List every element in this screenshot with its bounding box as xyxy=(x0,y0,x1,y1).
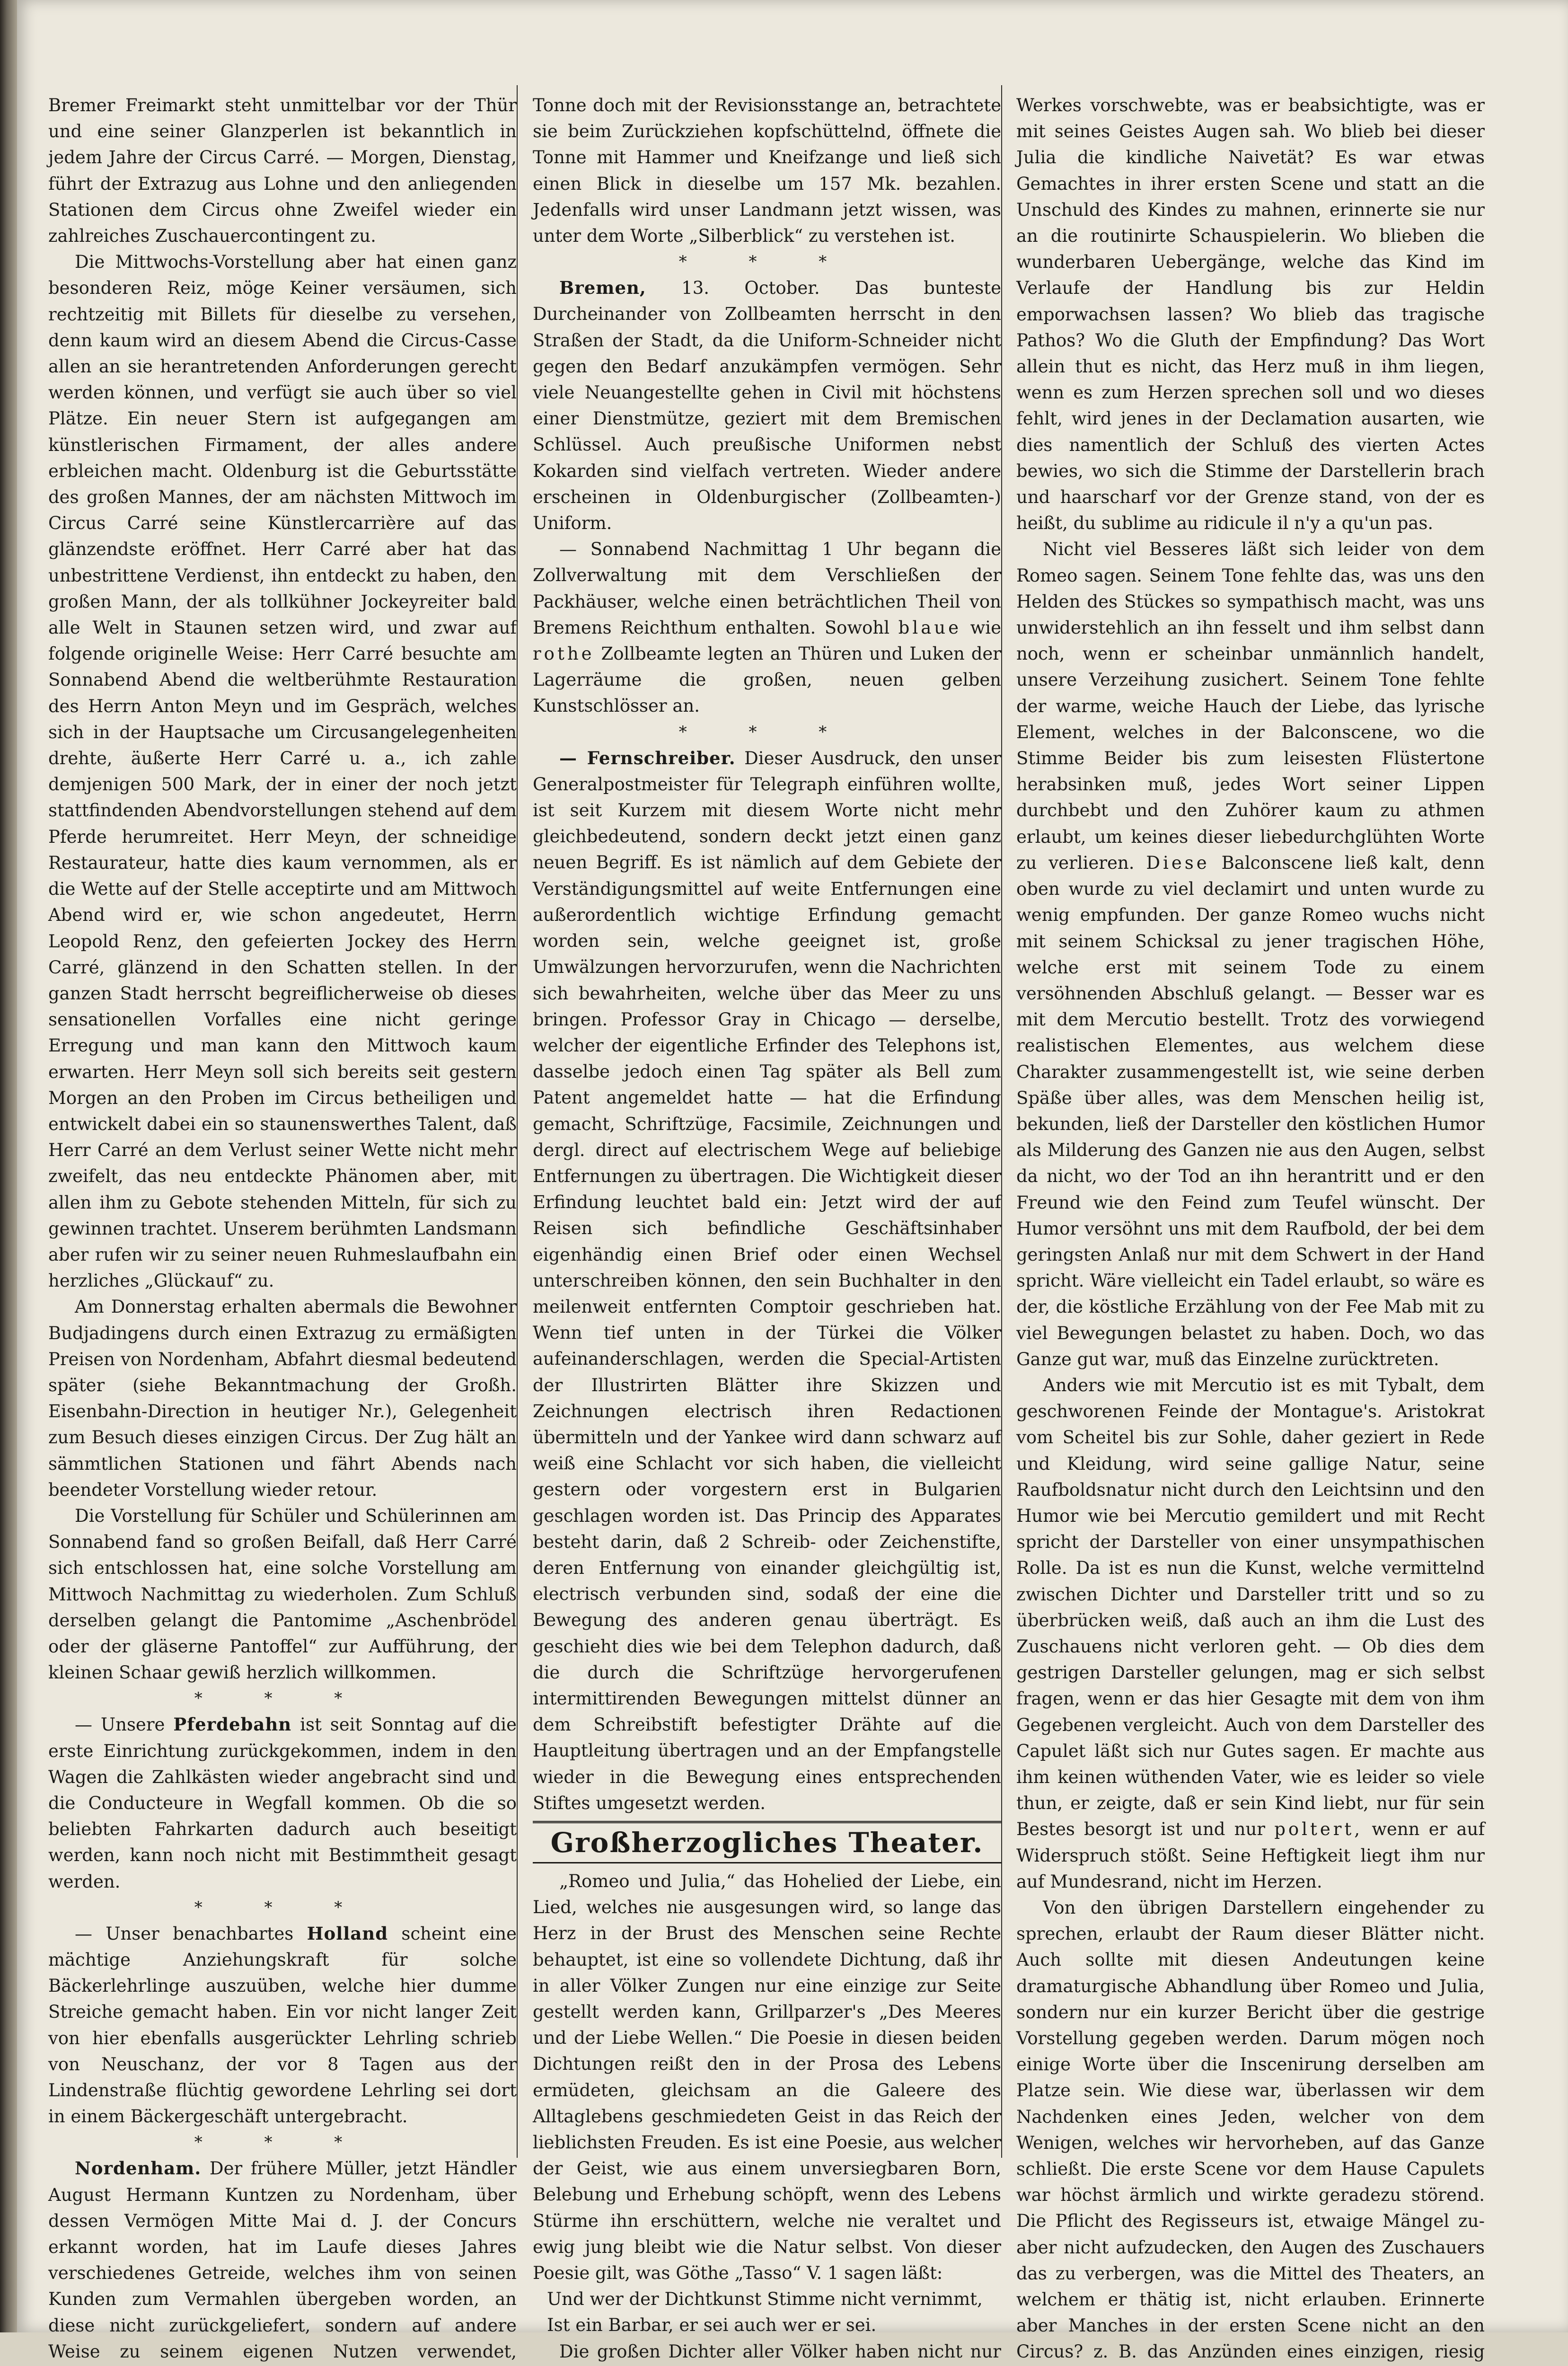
article-spaced-text: poltert, xyxy=(1274,1819,1363,1840)
article-paragraph: Werkes vorschwebte, was er beabsichtigte, was er mit seines Geistes Augen sah. Wo blieb bei dieser Julia die kindliche Naivetät? Es war etwas Gemachtes in ihrer ersten Scene und statt an die Unschuld des Kindes zu mahnen, erinnerte sie nur an die routinirte Schauspielerin. Wo blieben die wunderbaren Uebergänge, welche das Kind im Verlaufe der Handlung bis zur Heldin emporwachsen lassen? Wo blieb das tragische Pathos? Wo die Gluth der Empfindung? Das Wort allein thut es nicht, das Herz muß in ihm liegen, wenn es zum Herzen sprechen soll und wo dieses fehlt, wird jenes in der Declamation ausarten, wie dies namentlich der Schluß des vierten Actes bewies, wo sich die Stimme der Darstellerin brach und haarscharf vor der Grenze stand, von der es heißt, du sublime au ridicule il n'y a qu'un pas. xyxy=(1016,95,1485,534)
asterism-separator: * * * xyxy=(678,252,855,272)
article-text: wenn er auf Widerspruch stößt. Seine Heftigkeit liegt ihm nur auf Mundesrand, nicht im Herzen. xyxy=(1016,1819,1485,1892)
article-text: Nicht viel Besseres läßt sich leider von dem Romeo sagen. Seinem Tone fehlte das, was uns den Helden des Stückes so sympathisch macht, was uns unwiderstehlich an ihn fesselt und ihm selbst dann noch, wenn er scheinbar unmännlich handelt, unsere Verzeihung zusichert. Seinem Tone fehlte der warme, weiche Hauch der Liebe, das lyrische Element, welches in der Balconscene, wo die Stimme Beider bis zum leisesten Flüstertone herabsinken muß, jedes Wort seiner Lippen durchbebt und den Zuhörer kaum zu athmen erlaubt, um keines dieser liebedurchglühten Worte zu verlieren. xyxy=(1016,539,1485,873)
article-paragraph: Bremer Freimarkt steht unmittelbar vor der Thür und eine seiner Glanzperlen ist bekanntlich in jedem Jahre der Circus Carré. — Morgen, Dienstag, führt der Extrazug aus Lohne und den anliegenden Stationen dem Circus ohne Zweifel wieder ein zahlreiches Zuschauercontingent zu. xyxy=(48,95,517,247)
book-binding-edge xyxy=(0,0,17,2332)
column-right xyxy=(1016,92,1485,2366)
article-paragraph: Die Mittwochs-Vorstellung aber hat einen ganz besonderen Reiz, möge Keiner versäumen, sich rechtzeitig mit Billets für dieselbe zu versehen, denn kaum wird an diesem Abend die Circus-Casse allen an sie herantretenden Anforderungen gerecht werden können, und verfügt sie auch über so viel Plätze. Ein neuer Stern ist aufgegangen am künstlerischen Firmament, der alles andere erbleichen macht. Oldenburg ist die Geburtsstätte des großen Mannes, der am nächsten Mittwoch im Circus Carré seine Künstlercarrière auf das glänzendste eröffnet. Herr Carré aber hat das unbestrittene Verdienst, ihn entdeckt zu haben, den großen Mann, der als tollkühner Jockeyreiter bald alle Welt in Staunen setzen wird, und zwar auf folgende originelle Weise: Herr Carré besuchte am Sonnabend Abend die weltberühmte Restauration des Herrn Anton Meyn und im Gespräch, welches sich in der Hauptsache um Circusangelegenheiten drehte, äußerte Herr Carré u. a., ich zahle demjenigen 500 Mark, der in einer der noch jetzt stattfindenden Abendvorstellungen stehend auf dem Pferde herumreitet. Herr Meyn, der schneidige Restaurateur, hatte dies kaum vernommen, als er die Wette auf der Stelle acceptirte und am Mittwoch Abend wird er, wie schon angedeutet, Herrn Leopold Renz, den gefeierten Jockey des Herrn Carré, glänzend in den Schatten stellen. In der ganzen Stadt herrscht begreiflicherweise ob dieses sensationellen Vorfalles eine nicht geringe Erregung und man kann den Mittwoch kaum erwarten. Herr Meyn soll sich bereits seit gestern Morgen an den Proben im Circus betheiligen und entwickelt dabei ein so staunenswerthes Talent, daß Herr Carré an dem Verlust seiner Wette nicht mehr zweifelt, das neu entdeckte Phänomen aber, mit allen ihm zu Gebote stehenden Mitteln, für sich zu gewinnen trachtet. Unserem berühmten Landsmann aber rufen wir zu seiner neuen Ruhmeslaufbahn ein herzliches „Glückauf“ zu. xyxy=(48,252,517,1291)
article-spaced-text: rothe xyxy=(533,644,595,664)
verse-quote-line: Ist ein Barbar, er sei auch wer er sei. xyxy=(547,2315,877,2336)
article-keyword: — Fernschreiber. xyxy=(559,747,736,768)
article-keyword: Pferdebahn xyxy=(173,1714,292,1735)
article-text: scheint eine mächtige Anziehungskraft für solche Bäckerlehrlinge auszuüben, welche hier dumme Streiche gemacht haben. Ein vor nicht langer Zeit von hier ebenfalls ausgerückter Lehrling schrieb von Neuschanz, der vor 8 Tagen aus der Lindenstraße flüchtig gewordene Lehrling sei dort in einem Bäckergeschäft untergebracht. xyxy=(48,1923,517,2127)
article-paragraph: Am Donnerstag erhalten abermals die Bewohner Budjadingens durch einen Extrazug zu ermäßigten Preisen von Nordenham, Abfahrt diesmal bedeutend später (siehe Bekanntmachung der Großh. Eisenbahn-Direction in heutiger Nr.), Gelegenheit zum Besuch dieses einzigen Circus. Der Zug hält an sämmtlichen Stationen und fährt Abends nach beendeter Vorstellung wieder retour. xyxy=(48,1297,517,1500)
verse-quote-line: Und wer der Dichtkunst Stimme nicht vernimmt, xyxy=(547,2289,983,2310)
article-text: Dieser Ausdruck, den unser Generalpostmeister für Telegraph einführen wollte, ist seit Kurzem mit diesem Worte nicht mehr gleichbedeutend, sondern deckt jetzt einen ganz neuen Begriff. Es ist nämlich auf dem Gebiete der Verständigungsmittel auf weite Entfernungen eine außerordentlich wichtige Erfindung gemacht worden sein, welche geeignet ist, große Umwälzungen hervorzurufen, wenn die Nachrichten sich bewahrheiten, welche über das Meer zu uns bringen. Professor Gray in Chicago — derselbe, welcher der eigentliche Erfinder des Telephons ist, dasselbe jedoch einen Tag später als Bell zum Patent angemeldet hatte — hat die Erfindung gemacht, Schriftzüge, Facsimile, Zeichnungen und dergl. direct auf electrischem Wege auf beliebige Entfernungen zu übertragen. Die Wichtigkeit dieser Erfindung leuchtet bald ein: Jetzt wird der auf Reisen sich befindliche Geschäftsinhaber eigenhändig einen Brief oder einen Wechsel unterschreiben können, den sein Buchhalter in den meilenweit entfernten Comptoir geschrieben hat. Wenn tief unten in der Türkei die Völker aufeinanderschlagen, werden die Special-Artisten der Illustrirten Blätter ihre Skizzen und Zeichnungen electrisch ihren Redactionen übermitteln und der Yankee wird dann schwarz auf weiß eine Schlacht vor sich haben, die vielleicht gestern oder vorgestern erst in Bulgarien geschlagen worden ist. Das Princip des Apparates besteht darin, daß 2 Schreib- oder Zeichenstifte, deren Entfernung von einander gleichgültig ist, electrisch verbunden sind, sodaß der eine die Bewegung des anderen genau überträgt. Es geschieht dies wie bei dem Telephon dadurch, daß die durch die Schriftzüge hervorgerufenen intermittirenden Bewegungen mittelst dünner an dem Schreibstift befestigter Drähte auf die Hauptleitung übertragen und an der Empfangstelle wieder in die Bewegung eines entsprechenden Stiftes umgesetzt werden. xyxy=(533,748,1001,1813)
article-paragraph: Tonne doch mit der Revisionsstange an, betrachtete sie beim Zurückziehen kopfschüttelnd, öffnete die Tonne mit Hammer und Kneifzange und ließ sich einen Blick in dieselbe um 157 Mk. bezahlen. Jedenfalls wird unser Landmann jetzt wissen, was unter dem Worte „Silberblick“ zu verstehen ist. xyxy=(533,95,1001,247)
column-rule xyxy=(517,85,518,2158)
article-paragraph xyxy=(48,2155,517,2366)
article-spaced-text: blaue xyxy=(898,617,961,638)
article-text: Anders wie mit Mercutio ist es mit Tybalt, dem geschworenen Feinde der Montague's. Aristokrat vom Scheitel bis zur Sohle, daher geziert in Rede und Kleidung, wird seine gallige Natur, seine Raufboldsnatur nicht durch den Leichtsinn und den Humor wie bei Mercutio gemildert und mit Recht spricht der Darsteller von einer unsympathischen Rolle. Da ist es nun die Kunst, welche vermittelnd zwischen Dichter und Darsteller tritt und so zu überbrücken weiß, daß auch an ihm die Lust des Zuschauens nicht verloren geht. — Ob dies dem gestrigen Darsteller gelungen, mag er sich selbst fragen, wenn er das hier Gesagte mit dem von ihm Gegebenen vergleicht. Auch von dem Darsteller des Capulet läßt sich nur Gutes sagen. Er machte aus ihm keinen wüthenden Vater, wie es leider so viele thun, er zeigte, daß er sein Kind liebt, nur für sein Bestes besorgt ist und nur xyxy=(1016,1375,1485,1840)
article-text: — Unsere xyxy=(75,1714,165,1735)
asterism-separator: * * * xyxy=(678,722,855,742)
article-text: Balconscene ließ kalt, denn oben wurde zu viel declamirt und unten wurde zu wenig empfunden. Der ganze Romeo wuchs nicht mit seinem Schicksal zu jener tragischen Höhe, welche erst mit seinem Tode zu einem versöhnenden Abschluß gelangt. — Besser war es mit dem Mercutio bestellt. Trotz des vorwiegend realistischen Elementes, aus welchem diese Charakter zusammengestellt ist, wie seine derben Späße über alles, was dem Menschen heilig ist, bekunden, ließ der Darsteller den köstlichen Humor als Milderung des Ganzen nie aus den Augen, selbst da nicht, wo der Tod an ihn herantritt und er den Freund wie den Feind zum Teufel wünscht. Der Humor versöhnt uns mit dem Raufbold, der bei dem geringsten Anlaß nur mit dem Schwert in der Hand spricht. Wäre vielleicht ein Tadel erlaubt, so wäre es der, die köstliche Erzählung von der Fee Mab mit zu viel Bewegungen belastet zu haben. Doch, wo das Ganze gut war, muß das Einzelne zurücktreten. xyxy=(1016,852,1485,1369)
article-spaced-text: Diese xyxy=(1146,852,1210,873)
section-heading-theater: Großherzogliches Theater. xyxy=(533,1821,1001,1863)
article-text: Der frühere Müller, jetzt Händler August Hermann Kuntzen zu Nordenham, über dessen Vermögen Mitte Mai d. J. der Concurs erkannt worden, hat im Laufe dieses Jahres verschiedenes Getreide, welches ihm von seinen Kunden zum Vermahlen übergeben worden, an diese nicht zurückgeliefert, sondern auf andere Weise zu seinem eigenen Nutzen verwendet, xyxy=(48,2158,517,2362)
article-keyword: Bremen, xyxy=(559,277,646,299)
asterism-separator: * * * xyxy=(194,1689,371,1708)
article-text: — Unser benachbartes xyxy=(75,1923,294,1944)
article-paragraph xyxy=(533,275,1001,536)
article-paragraph xyxy=(1016,1372,1485,1895)
asterism-separator: * * * xyxy=(194,1898,371,1917)
article-keyword: Nordenham. xyxy=(75,2158,202,2179)
article-paragraph xyxy=(533,536,1001,719)
article-text: wie xyxy=(970,617,1001,638)
article-paragraph xyxy=(48,1712,517,1894)
article-keyword: Holland xyxy=(307,1923,388,1944)
article-text: ist seit Sonntag auf die erste Einrichtung zurückgekommen, indem in den Wagen die Zahlkästen wieder angebracht sind und die Conducteure in Wegfall kommen. Ob die so beliebten Fahrkarten dadurch auch beseitigt werden, kann noch nicht mit Bestimmtheit gesagt werden. xyxy=(48,1714,517,1892)
article-text: — Sonnabend Nachmittag 1 Uhr begann die Zollverwaltung mit dem Verschließen der Packhäuser, welche einen beträchtlichen Theil von Bremens Reichthum enthalten. Sowohl xyxy=(533,539,1001,638)
article-text: 13. October. Das bunteste Durcheinander von Zollbeamten herrscht in den Straßen der Stadt, da die Uniform-Schneider nicht gegen den Bedarf anzukämpfen vermögen. Sehr viele Neuangestellte gehen in Civil mit höchstens einer Dienstmütze, geziert mit dem Bremischen Schlüssel. Auch preußische Uniformen nebst Kokarden sind vielfach vertreten. Wieder andere erscheinen in Oldenburgischer (Zollbeamten-) Uniform. xyxy=(533,278,1001,534)
article-text: Zollbeamte legten an Thüren und Luken der Lagerräume die großen, neuen gelben Kunstschlösser an. xyxy=(533,644,1001,716)
column-left xyxy=(48,92,517,2366)
article-paragraph: „Romeo und Julia,“ das Hohelied der Liebe, ein Lied, welches nie ausgesungen wird, so lange das Herz in der Brust des Menschen seine Rechte behauptet, ist eine so vollendete Dichtung, daß ihr in aller Völker Zungen nur eine einzige zur Seite gestellt werden kann, Grillparzer's „Des Meeres und der Liebe Wellen.“ Die Poesie in diesen beiden Dichtungen reißt den in der Prosa des Lebens ermüdeten, gleichsam an die Galeere des Alltaglebens geschmiedeten Geist in das Reich der lieblichsten Freuden. Es ist eine Poesie, aus welcher der Geist, wie aus einem unversiegbaren Born, Belebung und Erhebung schöpft, wenn des Lebens Stürme ihn erschüttern, welche nie veraltet und ewig jung bleibt wie die Natur selbst. Von dieser Poesie gilt, was Göthe „Tasso“ V. 1 sagen läßt: xyxy=(533,1871,1001,2284)
article-paragraph xyxy=(533,745,1001,1816)
asterism-separator: * * * xyxy=(194,2133,371,2152)
newspaper-page xyxy=(17,0,1568,2362)
article-paragraph: Von den übrigen Darstellern eingehender zu sprechen, erlaubt der Raum dieser Blätter nicht. Auch sollte mit diesen Andeutungen keine dramaturgische Abhandlung über Romeo und Julia, sondern nur ein kurzer Bericht über die gestrige Vorstellung gegeben werden. Darum mögen noch einige Worte über die Inscenirung derselben am Platze sein. Wie diese war, überlassen wir dem Nachdenken eines Jeden, welcher von dem Wenigen, welches wir hervorheben, auf das Ganze schließt. Die erste Scene vor dem Hause Capulets war höchst ärmlich und wirkte geradezu störend. Die Pflicht des Regisseurs ist, etwaige Mängel zu- aber nicht aufzudecken, den Augen des Zuschauers das zu verbergen, was die Mittel des Theaters, an welchem er thätig ist, nicht erlauben. Erinnerte aber Manches in der ersten Scene nicht an den Circus? z. B. das Anzünden eines einzigen, riesig xyxy=(1016,1898,1485,2362)
article-paragraph xyxy=(1016,536,1485,1372)
column-rule xyxy=(1001,85,1002,2158)
article-paragraph: Die Vorstellung für Schüler und Schülerinnen am Sonnabend fand so großen Beifall, daß Herr Carré sich entschlossen hat, eine solche Vorstellung am Mittwoch Nachmittag zu wiederholen. Zum Schluß derselben gelangt die Pantomime „Aschenbrödel oder der gläserne Pantoffel“ zur Aufführung, der kleinen Schaar gewiß herzlich willkommen. xyxy=(48,1505,517,1683)
article-paragraph xyxy=(48,1921,517,2130)
article-paragraph: Die großen Dichter aller Völker haben nicht nur xyxy=(559,2341,1001,2362)
column-middle xyxy=(533,92,1001,2366)
